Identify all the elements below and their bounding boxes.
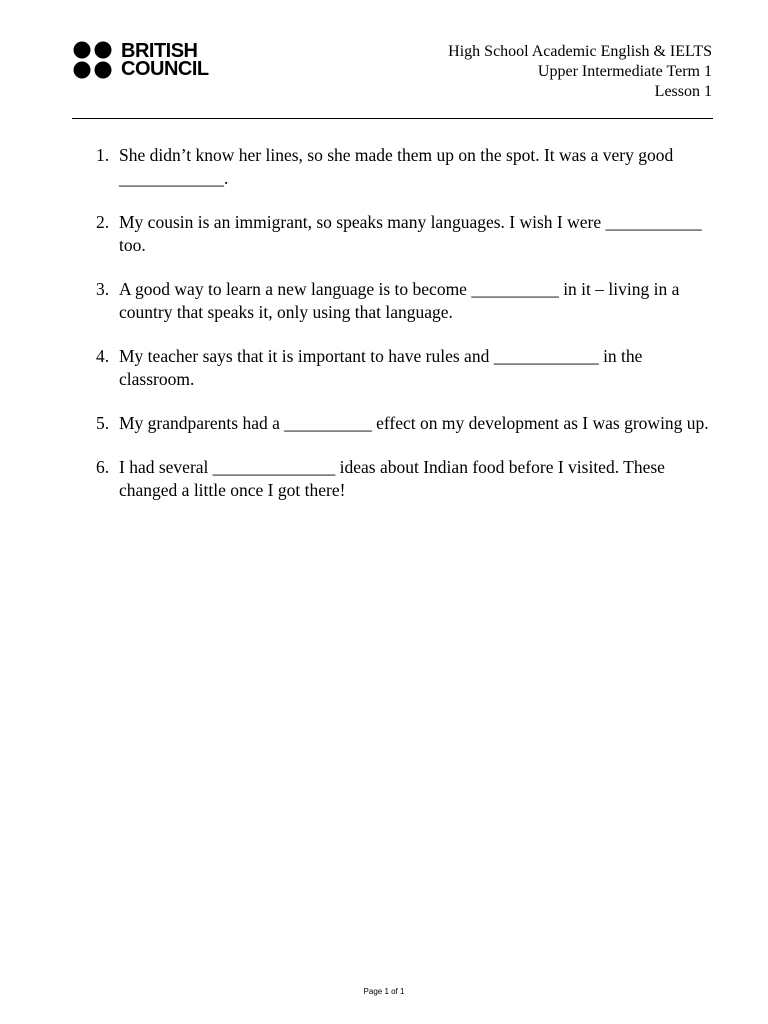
question-text: My grandparents had a __________ effect on my development as I was growing up.: [119, 413, 709, 433]
question-number: 1.: [96, 145, 110, 165]
question-text: I had several ______________ ideas about Indian food before I visited. These changed a little once I got there!: [119, 457, 665, 500]
question-number: 3.: [96, 279, 110, 299]
page-footer: Page 1 of 1: [363, 987, 405, 996]
logo-dots-icon: [73, 40, 113, 80]
header-divider: [72, 118, 713, 119]
question-item: [92, 144, 716, 190]
question-item: [92, 412, 716, 435]
lesson-number: Lesson 1: [654, 83, 712, 100]
question-list: [92, 144, 716, 523]
question-item: [92, 345, 716, 391]
question-text: A good way to learn a new language is to become __________ in it – living in a country that speaks it, only using that language.: [119, 279, 680, 322]
course-title: High School Academic English & IELTS: [448, 43, 712, 60]
question-number: 5.: [96, 413, 110, 433]
document-header: [448, 42, 712, 102]
logo-wordmark: [121, 42, 209, 78]
question-item: [92, 456, 716, 502]
british-council-logo: [73, 40, 209, 80]
logo-line-1: BRITISH: [121, 40, 198, 62]
question-item: [92, 211, 716, 257]
logo-line-2: COUNCIL: [121, 58, 209, 80]
course-level: Upper Intermediate Term 1: [537, 63, 712, 80]
question-number: 4.: [96, 346, 110, 366]
question-text: My cousin is an immigrant, so speaks many languages. I wish I were ___________ too.: [119, 212, 702, 255]
question-item: [92, 278, 716, 324]
question-number: 6.: [96, 457, 110, 477]
question-number: 2.: [96, 212, 110, 232]
question-text: My teacher says that it is important to have rules and ____________ in the classroom.: [119, 346, 643, 389]
question-text: She didn’t know her lines, so she made them up on the spot. It was a very good ____________.: [119, 145, 674, 188]
